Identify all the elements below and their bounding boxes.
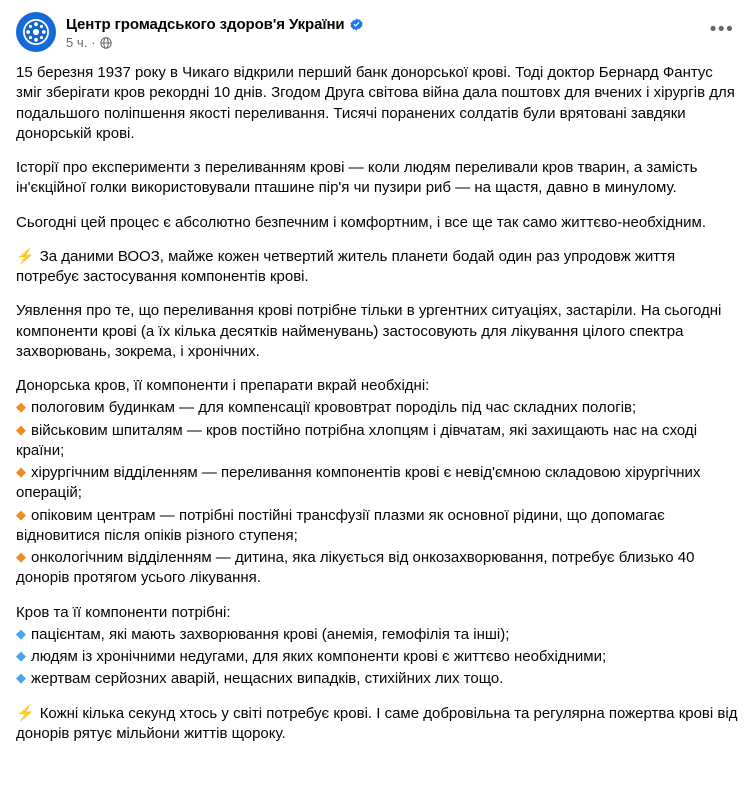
post-header-text [66,12,363,53]
post-menu-button[interactable]: ••• [709,19,735,40]
list-item [16,669,738,689]
meta-separator: · [91,34,96,50]
list-item-text: хірургічним відділенням — переливання компонентів крові є невід'ємною складовою хірургічних операцій; [16,464,701,502]
paragraph-1: 15 березня 1937 року в Чикаго відкрили перший банк донорської крові. Тоді доктор Бернард Фантус зміг зберігати кров рекордні 10 днів. Згодом Друга світова війна дала поштовх для вчених і хірургів для подальшого поліпшення якості переливання. Тисячі поранених солдатів були врятовані завдяки донорській крові. [16,64,735,142]
list-item-text: пацієнтам, які мають захворювання крові (анемія, гемофілія та інші); [31,625,510,643]
orange-diamond-icon: ◆ [16,399,26,415]
orange-diamond-icon: ◆ [16,506,26,522]
paragraph-3: Сьогодні цей процес є абсолютно безпечним і комфортним, і все ще так само життєво-необхідним. [16,213,706,231]
paragraph-5: Уявлення про те, що переливання крові потрібне тільки в ургентних ситуаціях, застаріли. На сьогодні компоненти крові (а їх кілька десятків найменувань) застосовують для лікування цілого спектра захворювань, зокрема, і хронічних. [16,302,722,360]
orange-diamond-icon: ◆ [16,464,26,479]
list-item-text: пологовим будинкам — для компенсації крововтрат породіль під час складних пологів; [31,399,637,417]
orange-diamond-icon: ◆ [16,549,26,564]
bolt-icon: ⚡ [16,247,35,265]
post-meta [66,36,363,50]
list-item [16,398,738,418]
blue-diamond-icon: ◆ [16,625,26,641]
list-item [16,421,738,462]
list-item [16,548,738,589]
list-item-text: військовим шпиталям — кров постійно потрібна хлопцям і дівчатам, які захищають нас на сході країни; [16,421,698,459]
paragraph-4-text: За даними ВООЗ, майже кожен четвертий житель планети бодай один раз упродовж життя потребує застосування компонентів крові. [16,247,676,285]
paragraph-4 [16,247,738,288]
page-name[interactable]: Центр громадського здоров'я України [66,15,345,33]
list-item [16,647,738,667]
list-item-text: онкологічним відділенням — дитина, яка лікується від онкозахворювання, потребує близько 40 донорів протягом усього лікування. [16,549,695,587]
post-timestamp[interactable]: 5 ч. [66,34,88,50]
list-item [16,463,738,504]
orange-diamond-icon: ◆ [16,421,26,437]
paragraph-6 [16,704,738,745]
list-2-title: Кров та її компоненти потрібні: [16,603,231,621]
blue-diamond-icon: ◆ [16,648,26,663]
paragraph-2: Історії про експерименти з переливанням крові — коли людям переливали кров тварин, а замість ін'єкційної голки використовували пташине пір'я чи пузири риб — на щастя, давно в минулому. [16,159,698,197]
author-row [66,17,363,33]
list-item-text: жертвам серйозних аварій, нещасних випадків, стихійних лих тощо. [31,670,504,688]
list-item-text: опіковим центрам — потрібні постійні трансфузії плазми як основної рідини, що допомагає відновитися після опіків різного ступеня; [16,506,665,544]
blue-diamond-icon: ◆ [16,670,26,686]
post-body [16,63,738,744]
list-item-text: людям із хронічними недугами, для яких компоненти крові є життєво необхідними; [31,648,607,665]
verified-badge-icon [350,18,363,31]
globe-icon[interactable] [100,37,112,49]
post-header [16,12,738,53]
list-item [16,625,738,645]
spacer [16,591,738,603]
avatar[interactable] [16,12,56,52]
spacer [16,692,738,704]
paragraph-6-text: Кожні кілька секунд хтось у світі потребує крові. І саме добровільна та регулярна пожертва крові від донорів рятує мільйони життів щороку. [16,704,738,742]
organization-logo-icon [22,18,50,46]
list-item [16,506,738,547]
list-1-title: Донорська кров, її компоненти і препарати вкрай необхідні: [16,377,430,394]
bolt-icon: ⚡ [16,704,35,722]
